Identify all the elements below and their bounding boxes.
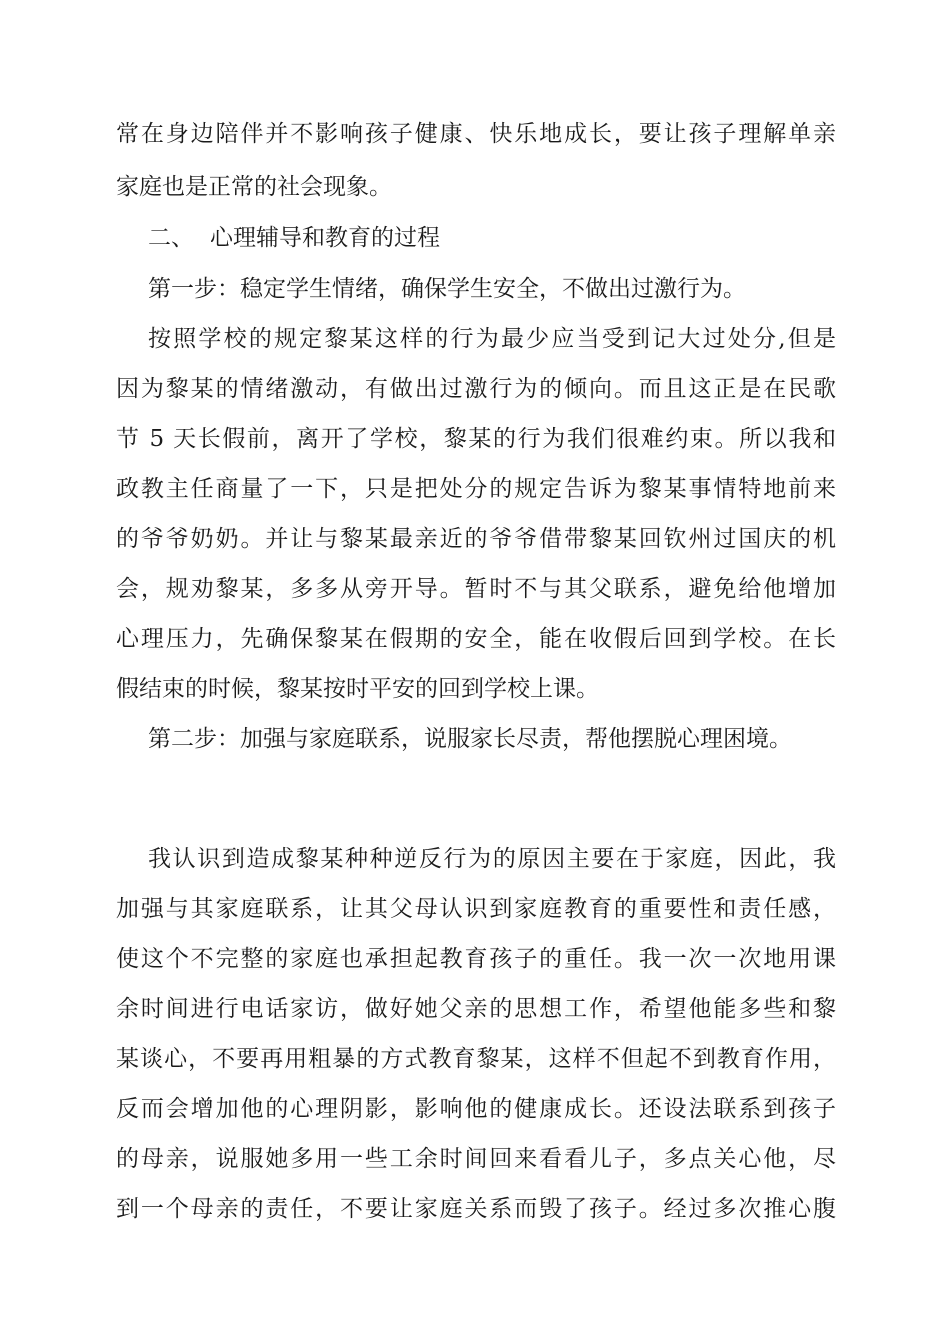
- section-heading-title: 心理辅导和教育的过程: [210, 225, 440, 251]
- paragraph-line-2: 家庭也是正常的社会现象。: [116, 174, 392, 200]
- paragraph-line-12: 假结束的时候，黎某按时平安的回到学校上课。: [116, 676, 599, 702]
- paragraph-line-21: 到一个母亲的责任，不要让家庭关系而毁了孩子。经过多次推心腹: [116, 1196, 836, 1222]
- section-heading: [148, 223, 868, 253]
- paragraph-line-5: 按照学校的规定黎某这样的行为最少应当受到记大过处分,但是: [148, 326, 836, 352]
- paragraph-line-9: 的爷爷奶奶。并让与黎某最亲近的爷爷借带黎某回钦州过国庆的机: [116, 526, 836, 552]
- step-one-heading: 第一步：稳定学生情绪，确保学生安全，不做出过激行为。: [148, 276, 746, 302]
- paragraph-line-11: 心理压力，先确保黎某在假期的安全，能在收假后回到学校。在长: [116, 626, 836, 652]
- paragraph-line-18: 某谈心，不要再用粗暴的方式教育黎某，这样不但起不到教育作用，: [116, 1046, 836, 1072]
- paragraph-line-14: 我认识到造成黎某种种逆反行为的原因主要在于家庭，因此，我: [148, 846, 836, 872]
- paragraph-line-1: 常在身边陪伴并不影响孩子健康、快乐地成长，要让孩子理解单亲: [116, 121, 836, 147]
- paragraph-line-16: 使这个不完整的家庭也承担起教育孩子的重任。我一次一次地用课: [116, 946, 836, 972]
- paragraph-line-7: 节 5 天长假前，离开了学校，黎某的行为我们很难约束。所以我和: [116, 426, 836, 452]
- step-two-heading: 第二步：加强与家庭联系，说服家长尽责，帮他摆脱心理困境。: [148, 726, 792, 752]
- paragraph-line-19: 反而会增加他的心理阴影，影响他的健康成长。还设法联系到孩子: [116, 1096, 836, 1122]
- paragraph-line-17: 余时间进行电话家访，做好她父亲的思想工作，希望他能多些和黎: [116, 996, 836, 1022]
- paragraph-line-8: 政教主任商量了一下，只是把处分的规定告诉为黎某事情特地前来: [116, 476, 836, 502]
- paragraph-line-15: 加强与其家庭联系，让其父母认识到家庭教育的重要性和责任感，: [116, 896, 836, 922]
- section-heading-number: 二、: [148, 225, 194, 251]
- paragraph-line-6: 因为黎某的情绪激动，有做出过激行为的倾向。而且这正是在民歌: [116, 376, 836, 402]
- paragraph-line-20: 的母亲，说服她多用一些工余时间回来看看儿子，多点关心他，尽: [116, 1146, 836, 1172]
- paragraph-line-10: 会，规劝黎某，多多从旁开导。暂时不与其父联系，避免给他增加: [116, 576, 836, 602]
